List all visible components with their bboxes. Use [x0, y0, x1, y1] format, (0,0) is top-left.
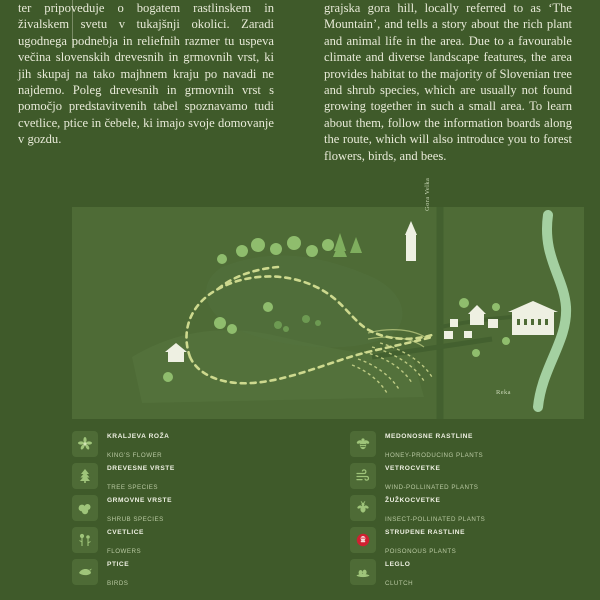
- legend-item-flowers[interactable]: [72, 524, 328, 556]
- legend-column-left: [72, 428, 328, 596]
- english-paragraph: grajska gora hill, locally referred to as ‘The Mountain’, and tells a story about the rich plant and animal life in the area. Due to a favourable climate and diverse landscape features, the area provides habitat to the majority of Slovenian tree and shrub species, which are usually not found growing together in such a small area. To learn about them, follow the information boards along the route, which will also introduce you to forest flowers, birds, and bees.: [324, 1, 572, 163]
- legend-label-en: POISONOUS PLANTS: [385, 548, 457, 555]
- legend-label-si: LEGLO: [385, 561, 411, 569]
- legend-label-si: VETROCVETKE: [385, 465, 441, 473]
- poison-icon: [350, 527, 376, 553]
- legend-item-poisonous-plants[interactable]: [350, 524, 584, 556]
- legend-column-right: [328, 428, 584, 596]
- legend-label-si: KRALJEVA ROŽA: [107, 433, 170, 441]
- flower-icon: [72, 431, 98, 457]
- wind-icon: [350, 463, 376, 489]
- bird-icon: [72, 559, 98, 585]
- legend-item-honey-plants[interactable]: [350, 428, 584, 460]
- legend-label-si: GRMOVNE VRSTE: [107, 497, 173, 505]
- text-columns: [0, 0, 600, 200]
- legend-label-si: PTICE: [107, 561, 130, 569]
- legend-label-en: FLOWERS: [107, 548, 142, 555]
- legend-label-si: MEDONOSNE RASTLINE: [385, 433, 473, 441]
- legend-item-wind-pollinated[interactable]: [350, 460, 584, 492]
- legend-label-en: CLUTCH: [385, 580, 414, 587]
- map-label-gora: Gora Velka: [424, 177, 431, 211]
- english-text-column: [300, 0, 582, 200]
- trail-map[interactable]: [72, 177, 584, 419]
- legend-label-en: INSECT-POLLINATED PLANTS: [385, 516, 486, 523]
- legend-label-si: ŽUŽKOCVETKE: [385, 497, 441, 505]
- map-label-reka: Reka: [496, 389, 511, 396]
- legend-item-tree-species[interactable]: [72, 460, 328, 492]
- legend-label-en: HONEY-PRODUCING PLANTS: [385, 452, 484, 459]
- legend-label-si: STRUPENE RASTLINE: [385, 529, 466, 537]
- shrub-icon: [72, 495, 98, 521]
- slovenian-text-column: [18, 0, 300, 200]
- legend-label-en: SHRUB SPECIES: [107, 516, 164, 523]
- legend-item-kings-flower[interactable]: [72, 428, 328, 460]
- legend-label-en: KING'S FLOWER: [107, 452, 163, 459]
- legend-item-clutch[interactable]: [350, 556, 584, 588]
- legend-label-en: WIND-POLLINATED PLANTS: [385, 484, 479, 491]
- blossom-icon: [72, 527, 98, 553]
- legend-item-birds[interactable]: [72, 556, 328, 588]
- legend-label-en: BIRDS: [107, 580, 129, 587]
- bee-icon: [350, 431, 376, 457]
- legend-label-si: DREVESNE VRSTE: [107, 465, 175, 473]
- map-illustration: [72, 207, 584, 419]
- slovenian-paragraph: ter pripoveduje o bogatem rastlinskem in živalskem svetu v tukajšnji okolici. Zaradi ugodnega podnebja in reliefnih razmer tu uspeva večina slovenskih drevesnih in grmovnih vrst, ki jih skupaj na tako majhnem kraju po navadi ne najdemo. Poleg drevesnih in grmovnih vrst s pomočjo predstavitvenih tabel spoznavamo tudi cvetlice, ptice in čebele, ki imajo svoje domovanje v gozdu.: [18, 1, 274, 147]
- legend-label-en: TREE SPECIES: [107, 484, 159, 491]
- insect-icon: [350, 495, 376, 521]
- clutch-icon: [350, 559, 376, 585]
- tree-icon: [72, 463, 98, 489]
- legend-label-si: CVETLICE: [107, 529, 145, 537]
- map-legend: [72, 428, 584, 596]
- column-divider-rule: [72, 0, 73, 48]
- legend-item-shrub-species[interactable]: [72, 492, 328, 524]
- legend-item-insect-pollinated[interactable]: [350, 492, 584, 524]
